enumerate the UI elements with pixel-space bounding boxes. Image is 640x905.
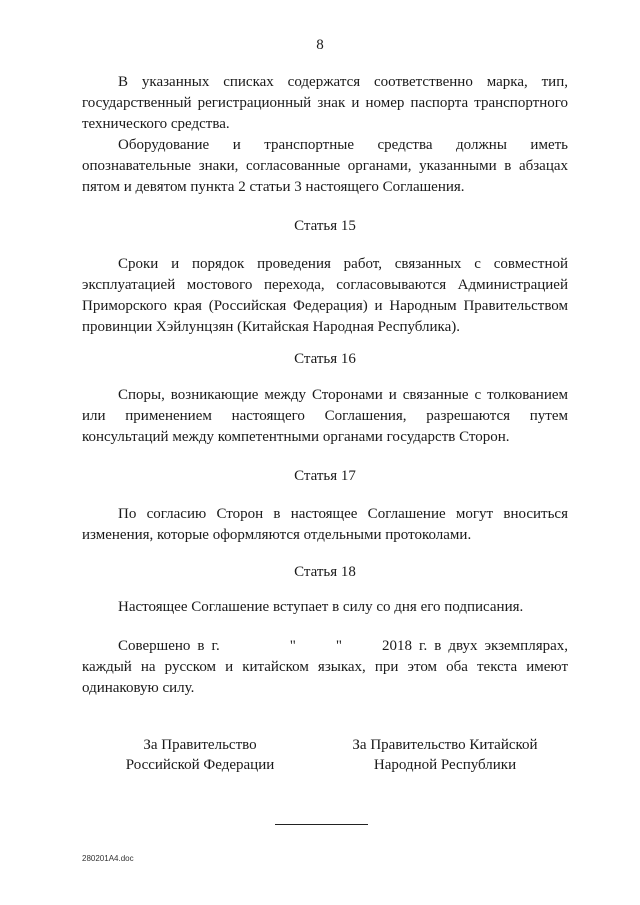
signature-russia-line1: За Правительство [143, 737, 257, 753]
article-17-title: Статья 17 [294, 468, 356, 484]
paragraph-equipment-marks: Оборудование и транспортные средства должны иметь опознавательные знаки, согласованные органами, указанными в абзацах пятом и девятом пункта 2 статьи 3 настоящего Соглашения. [82, 137, 568, 195]
article-18-body [82, 597, 568, 618]
article-16 [82, 349, 568, 370]
article-18-text: Настоящее Соглашение вступает в силу со дня его подписания. [118, 599, 524, 615]
article-17-text: По согласию Сторон в настоящее Соглашение могут вноситься изменения, которые оформляются отдельными протоколами. [82, 506, 568, 543]
article-15-text: Сроки и порядок проведения работ, связанных с совместной эксплуатацией мостового перехода, согласовываются Администрацией Приморского края (Российская Федерация) и Народным Правительством провинции Хэйлунцзян (Китайская Народная Республика). [82, 256, 568, 335]
done-quote-open: " [289, 638, 296, 654]
article-16-text: Споры, возникающие между Сторонами и связанные с толкованием или применением настоящего Соглашения, разрешаются путем консультаций между компетентными органами государств Сторон. [82, 387, 568, 445]
article-15-title: Статья 15 [294, 218, 356, 234]
article-15 [82, 216, 568, 237]
end-divider [275, 824, 368, 825]
article-17 [82, 466, 568, 487]
page-number: 8 [316, 37, 324, 53]
signature-russia [110, 735, 290, 775]
done-quote-close: " [335, 638, 342, 654]
signature-china [345, 735, 545, 775]
article-18 [82, 562, 568, 583]
signature-china-line1: За Правительство Китайской [352, 737, 538, 753]
footer-file-code: 280201A4.doc [82, 854, 134, 863]
signature-china-line2: Народной Республики [373, 757, 517, 773]
article-16-body [82, 385, 568, 448]
article-18-title: Статья 18 [294, 564, 356, 580]
article-16-title: Статья 16 [294, 351, 356, 367]
done-city-prefix: Совершено в г. [118, 638, 220, 654]
done-clause-text [82, 636, 568, 699]
done-clause [82, 636, 568, 699]
block-lists [82, 72, 568, 198]
signature-russia-line2: Российской Федерации [125, 757, 275, 773]
article-15-body [82, 254, 568, 338]
paragraph-lists-content: В указанных списках содержатся соответственно марка, тип, государственный регистрационный знак и номер паспорта транспортного технического средства. [82, 74, 568, 132]
done-clause-rest: 2018 г. в двух экземплярах, каждый на русском и китайском языках, при этом оба текста имеют одинаковую силу. [82, 638, 568, 696]
article-17-body [82, 504, 568, 546]
